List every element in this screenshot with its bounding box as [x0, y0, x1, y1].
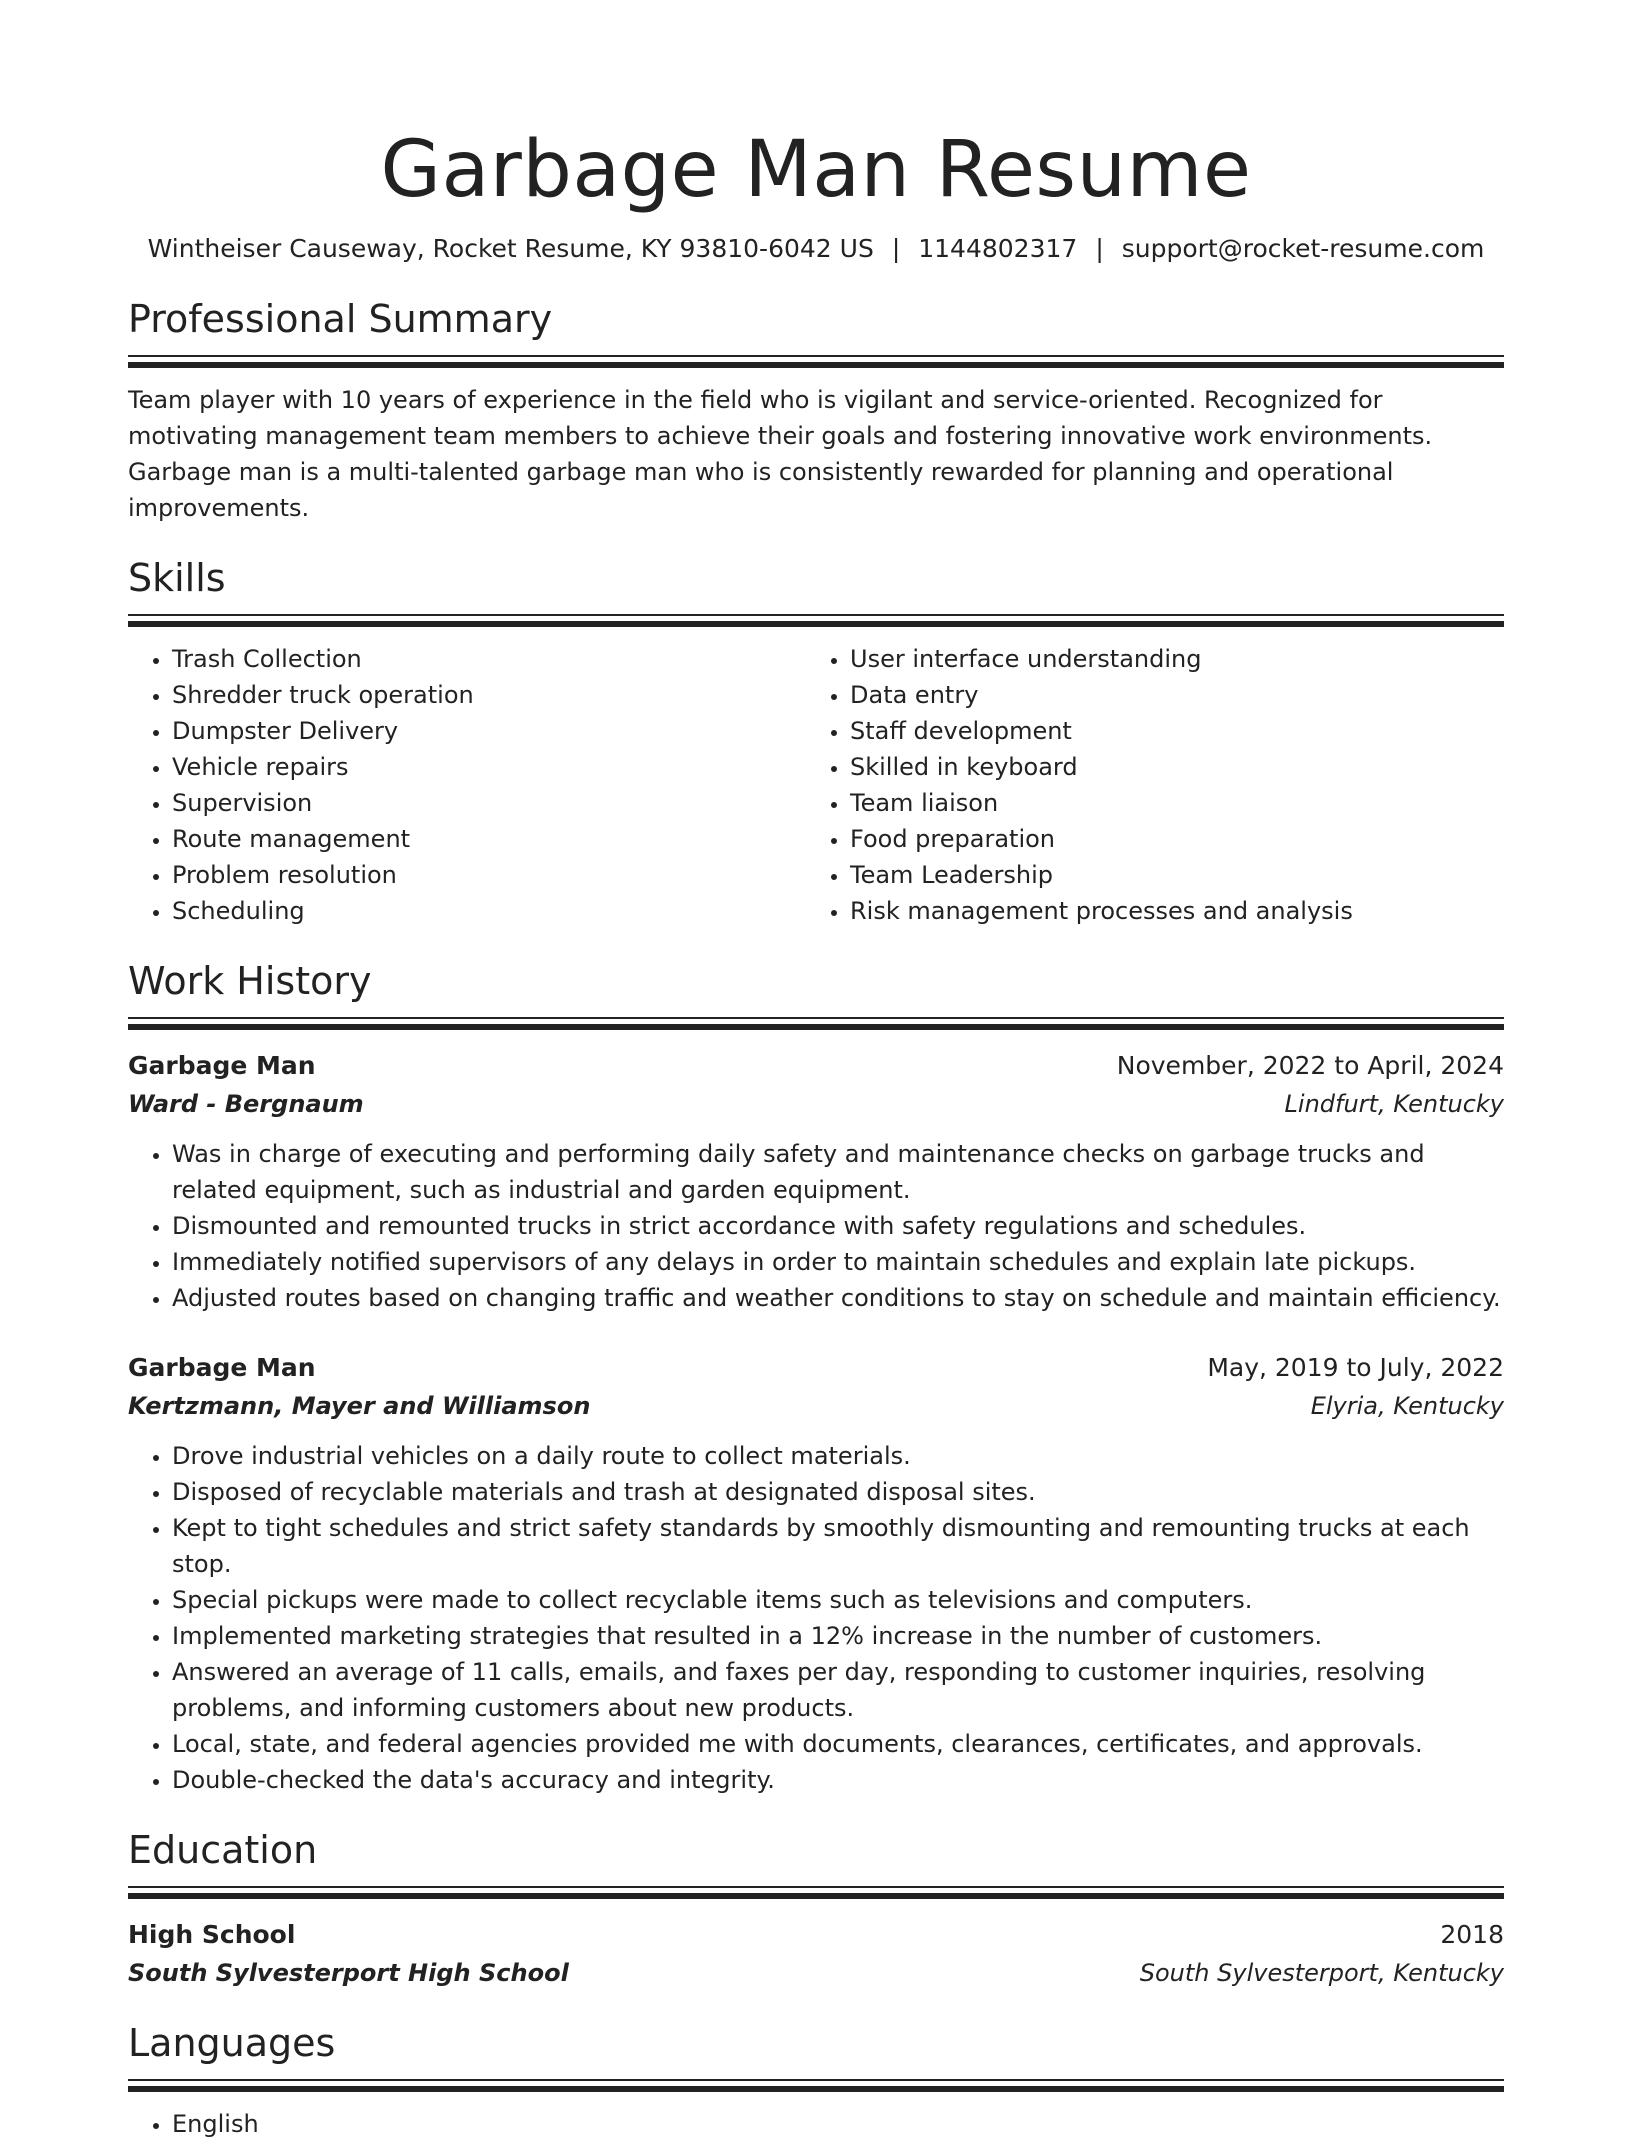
skill-item: • Skilled in keyboard [850, 749, 1484, 785]
section-skills [128, 554, 1504, 929]
skill-item: • Team liaison [850, 785, 1484, 821]
contact-separator: | [1095, 234, 1104, 263]
skills-left-list [128, 641, 806, 929]
section-heading: Work History [128, 959, 372, 1003]
skills-right-list [806, 641, 1484, 929]
skill-item: • Staff development [850, 713, 1484, 749]
section-divider [128, 1017, 1504, 1030]
contact-phone: 1144802317 [918, 234, 1078, 263]
skill-item: • Food preparation [850, 821, 1484, 857]
skill-item: • Team Leadership [850, 857, 1484, 893]
section-heading: Professional Summary [128, 297, 553, 341]
education-school-row [128, 1955, 1504, 1991]
language-item: • English [172, 2106, 1504, 2142]
job-bullet: • Disposed of recyclable materials and trash at designated disposal sites. [172, 1474, 1504, 1510]
job-bullet: • Dismounted and remounted trucks in strict accordance with safety regulations and schedules. [172, 1208, 1504, 1244]
skill-item: • User interface understanding [850, 641, 1484, 677]
education-location: South Sylvesterport, Kentucky [1139, 1959, 1504, 1987]
job-title: Garbage Man [128, 1353, 316, 1382]
section-divider [128, 614, 1504, 627]
job-bullet: • Adjusted routes based on changing traffic and weather conditions to stay on schedule and maintain efficiency. [172, 1280, 1504, 1316]
skill-item: • Data entry [850, 677, 1484, 713]
skill-item: • Vehicle repairs [172, 749, 806, 785]
education-year: 2018 [1440, 1920, 1504, 1949]
education-entry [128, 1915, 1504, 1991]
job-dates: November, 2022 to April, 2024 [1116, 1051, 1504, 1080]
job-bullet: • Local, state, and federal agencies provided me with documents, clearances, certificates, and approvals. [172, 1726, 1504, 1762]
section-divider [128, 355, 1504, 368]
job-bullets [128, 1136, 1504, 1316]
contact-line [128, 231, 1504, 267]
job-bullet: • Kept to tight schedules and strict safety standards by smoothly dismounting and remounting trucks at each stop. [172, 1510, 1504, 1582]
job-bullet: • Drove industrial vehicles on a daily route to collect materials. [172, 1438, 1504, 1474]
section-divider [128, 1886, 1504, 1899]
skill-item: • Supervision [172, 785, 806, 821]
job-entry [128, 1046, 1504, 1316]
summary-text: Team player with 10 years of experience in the field who is vigilant and service-oriented. Recognized for motivating management team members to achieve their goals and fostering innovative work environments. Garbage man is a multi-talented garbage man who is consistently rewarded for planning and operational improvements. [128, 386, 1433, 522]
skill-item: • Trash Collection [172, 641, 806, 677]
job-location: Lindfurt, Kentucky [1284, 1090, 1504, 1118]
skill-item: • Shredder truck operation [172, 677, 806, 713]
skill-item: • Problem resolution [172, 857, 806, 893]
job-entry [128, 1348, 1504, 1798]
education-header-row [128, 1915, 1504, 1955]
section-divider [128, 2079, 1504, 2092]
contact-email[interactable]: support@rocket-resume.com [1121, 234, 1485, 263]
education-school: South Sylvesterport High School [128, 1959, 569, 1987]
job-bullet: • Immediately notified supervisors of any delays in order to maintain schedules and explain late pickups. [172, 1244, 1504, 1280]
job-header-row [128, 1348, 1504, 1388]
job-bullet: • Was in charge of executing and performing daily safety and maintenance checks on garbage trucks and related equipment, such as industrial and garden equipment. [172, 1136, 1504, 1208]
job-bullets [128, 1438, 1504, 1798]
job-company-row [128, 1388, 1504, 1424]
job-bullet: • Special pickups were made to collect recyclable items such as televisions and computers. [172, 1582, 1504, 1618]
job-company-row [128, 1086, 1504, 1122]
section-heading: Languages [128, 2021, 336, 2065]
education-degree: High School [128, 1920, 296, 1949]
skills-right-column [806, 641, 1484, 929]
skills-columns [128, 641, 1504, 929]
section-heading: Skills [128, 556, 226, 600]
skills-left-column [128, 641, 806, 929]
skill-item: • Scheduling [172, 893, 806, 929]
section-languages [128, 2019, 1504, 2142]
job-dates: May, 2019 to July, 2022 [1207, 1353, 1504, 1382]
languages-list [128, 2106, 1504, 2142]
section-heading: Education [128, 1828, 318, 1872]
section-education [128, 1826, 1504, 1991]
skill-item: • Risk management processes and analysis [850, 893, 1484, 929]
skill-item: • Dumpster Delivery [172, 713, 806, 749]
job-bullet: • Double-checked the data's accuracy and integrity. [172, 1762, 1504, 1798]
section-summary [128, 295, 1504, 526]
job-bullet: • Implemented marketing strategies that resulted in a 12% increase in the number of customers. [172, 1618, 1504, 1654]
job-company: Kertzmann, Mayer and Williamson [128, 1392, 591, 1420]
contact-address: Wintheiser Causeway, Rocket Resume, KY 93810-6042 US [147, 234, 874, 263]
section-work-history [128, 957, 1504, 1798]
job-location: Elyria, Kentucky [1310, 1392, 1504, 1420]
job-bullet: • Answered an average of 11 calls, emails, and faxes per day, responding to customer inquiries, resolving problems, and informing customers about new products. [172, 1654, 1504, 1726]
job-header-row [128, 1046, 1504, 1086]
resume-content [128, 0, 1504, 2142]
resume-title: Garbage Man Resume [380, 125, 1252, 215]
job-title: Garbage Man [128, 1051, 316, 1080]
job-company: Ward - Bergnaum [128, 1090, 364, 1118]
skill-item: • Route management [172, 821, 806, 857]
contact-separator: | [891, 234, 901, 263]
